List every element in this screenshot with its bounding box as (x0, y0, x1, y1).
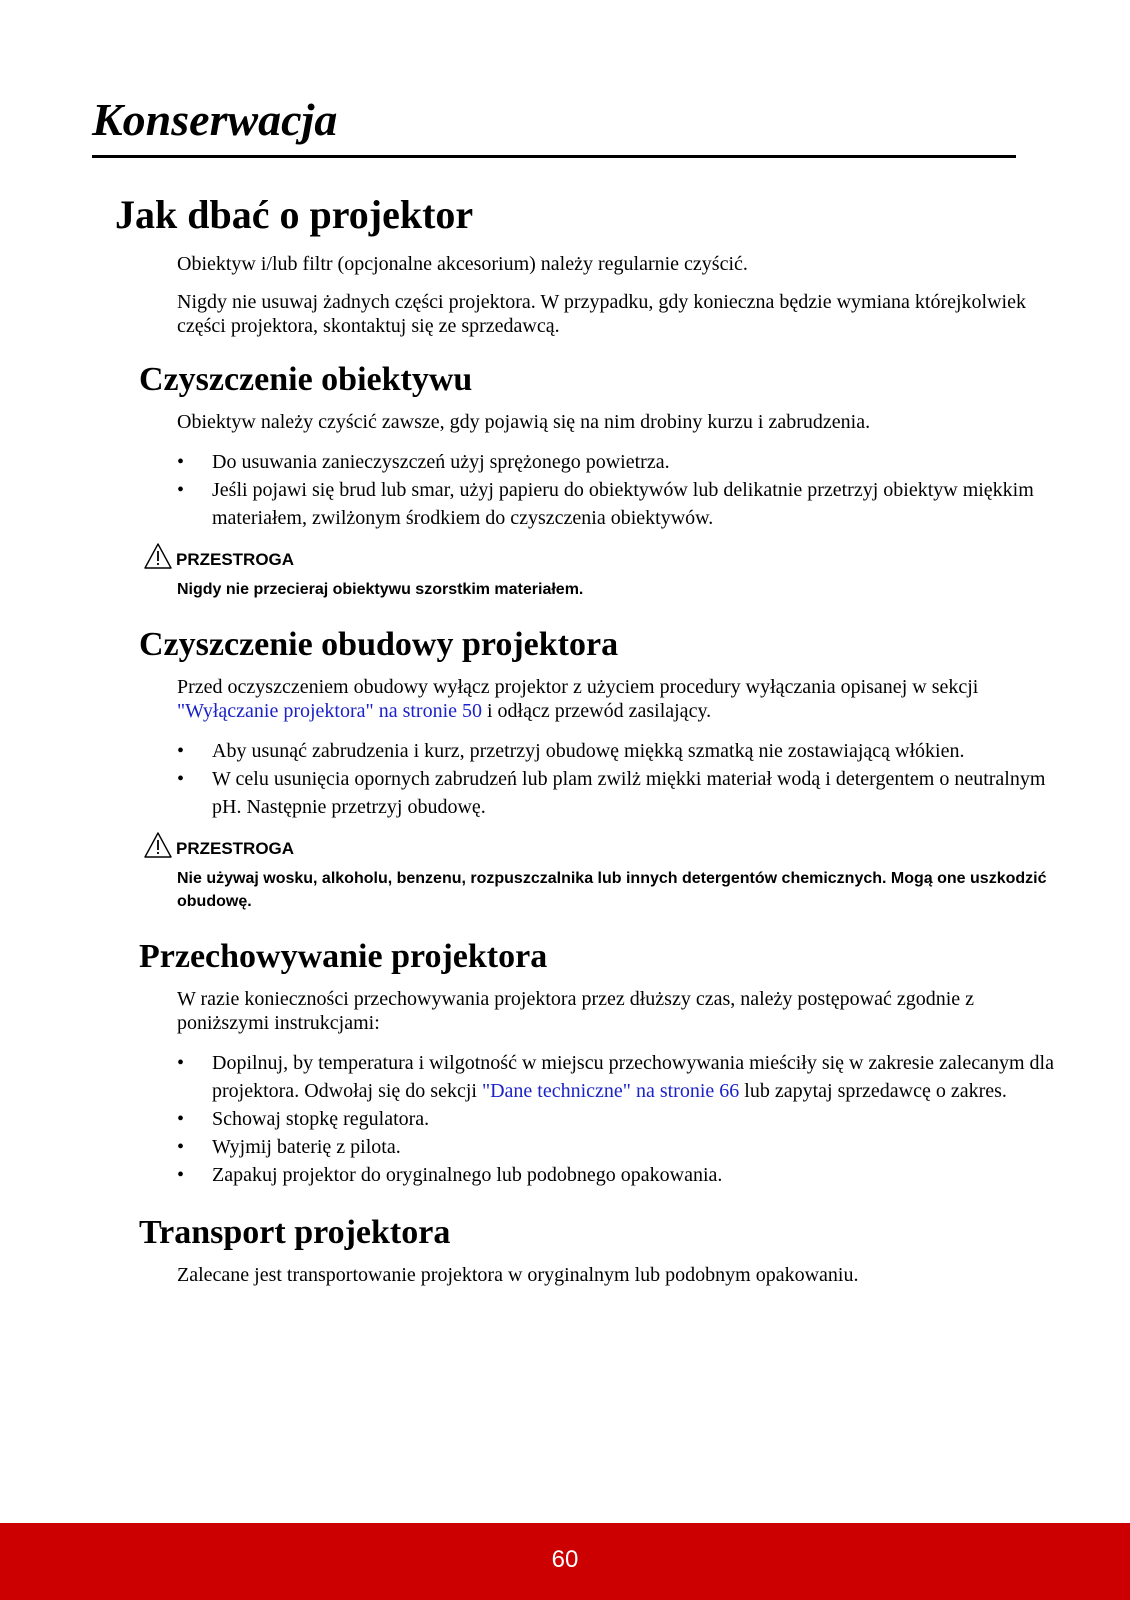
section-title-care: Jak dbać o projektor (115, 192, 474, 237)
list-item-text: W celu usunięcia opornych zabrudzeń lub plam zwilż miękki materiał wodą i detergentem o neutralnym pH. Następnie przetrzyj obudowę. (212, 768, 1046, 818)
warning-triangle-icon (143, 831, 173, 859)
caution-header (143, 542, 1070, 570)
warning-triangle-icon (143, 542, 173, 570)
bullet-icon: • (177, 768, 185, 790)
caution-label: PRZESTROGA (176, 550, 295, 569)
transport-intro: Zalecane jest transportowanie projektora w oryginalnym lub podobnym opakowaniu. (177, 1264, 859, 1286)
cross-reference-link[interactable]: "Wyłączanie projektora" na stronie 50 (177, 700, 482, 722)
case-intro (177, 675, 1070, 723)
bullet-icon: • (177, 1108, 185, 1130)
subsection-title-transport: Transport projektora (139, 1214, 451, 1251)
list-item-text: Wyjmij baterię z pilota. (212, 1136, 401, 1158)
caution-label: PRZESTROGA (176, 839, 295, 858)
list-item (177, 1133, 1070, 1161)
list-item-text: Aby usunąć zabrudzenia i kurz, przetrzyj obudowę miękką szmatką nie zostawiającą włókien. (212, 740, 965, 762)
caution-box-lens (143, 542, 1070, 601)
case-intro-text: Przed oczyszczeniem obudowy wyłącz projektor z użyciem procedury wyłączania opisanej w sekcji (177, 676, 979, 698)
page-number: 60 (551, 1546, 579, 1573)
subsection-title-case: Czyszczenie obudowy projektora (139, 626, 619, 663)
storage-intro: W razie konieczności przechowywania projektora przez dłuższy czas, należy postępować zgodnie z poniższymi instrukcjami: (177, 988, 975, 1034)
list-item (177, 765, 1070, 821)
care-paragraph-1: Obiektyw i/lub filtr (opcjonalne akcesorium) należy regularnie czyścić. (177, 253, 748, 275)
chapter-title-rule (92, 155, 1016, 158)
case-intro-text-end: i odłącz przewód zasilający. (482, 700, 712, 722)
list-item (177, 737, 1070, 765)
caution-header (143, 831, 1070, 859)
bullet-icon: • (177, 1164, 185, 1186)
list-item-text: Dopilnuj, by temperatura i wilgotność w miejscu przechowywania mieściły się w zakresie zalecanym dla projektora. Odwołaj się do sekcji (212, 1052, 1054, 1102)
list-item (177, 1105, 1070, 1133)
list-item-text: Zapakuj projektor do oryginalnego lub podobnego opakowania. (212, 1164, 723, 1186)
list-item-text: Jeśli pojawi się brud lub smar, użyj papieru do obiektywów lub delikatnie przetrzyj obiektyw miękkim materiałem, zwilżonym środkiem do czyszczenia obiektywów. (212, 479, 1034, 529)
subsection-title-storage: Przechowywanie projektora (139, 938, 548, 975)
storage-bullet-list (177, 1049, 1070, 1189)
list-item (177, 476, 1070, 532)
page-content (0, 190, 1130, 1287)
bullet-icon: • (177, 479, 185, 501)
chapter-title: Konserwacja (92, 94, 338, 145)
bullet-icon: • (177, 740, 185, 762)
lens-bullet-list (177, 448, 1070, 532)
footer-bar (0, 1523, 1130, 1600)
list-item (177, 1049, 1070, 1105)
list-item-text-end: lub zapytaj sprzedawcę o zakres. (739, 1080, 1007, 1102)
list-item-text: Schowaj stopkę regulatora. (212, 1108, 430, 1130)
caution-box-case (143, 831, 1070, 913)
case-bullet-list (177, 737, 1070, 821)
caution-text: Nigdy nie przecieraj obiektywu szorstkim materiałem. (177, 581, 584, 598)
bullet-icon: • (177, 1052, 185, 1074)
bullet-icon: • (177, 451, 185, 473)
list-item (177, 448, 1070, 476)
care-paragraph-2: Nigdy nie usuwaj żadnych części projektora. W przypadku, gdy konieczna będzie wymiana którejkolwiek części projektora, skontaktuj się ze sprzedawcą. (177, 291, 1026, 337)
list-item (177, 1161, 1070, 1189)
bullet-icon: • (177, 1136, 185, 1158)
subsection-title-lens: Czyszczenie obiektywu (139, 361, 473, 398)
cross-reference-link[interactable]: "Dane techniczne" na stronie 66 (481, 1080, 740, 1102)
list-item-text: Do usuwania zanieczyszczeń użyj sprężonego powietrza. (212, 451, 670, 473)
caution-text: Nie używaj wosku, alkoholu, benzenu, rozpuszczalnika lub innych detergentów chemicznych. Mogą one uszkodzić obudowę. (177, 870, 1047, 910)
lens-intro: Obiektyw należy czyścić zawsze, gdy pojawią się na nim drobiny kurzu i zabrudzenia. (177, 411, 871, 433)
